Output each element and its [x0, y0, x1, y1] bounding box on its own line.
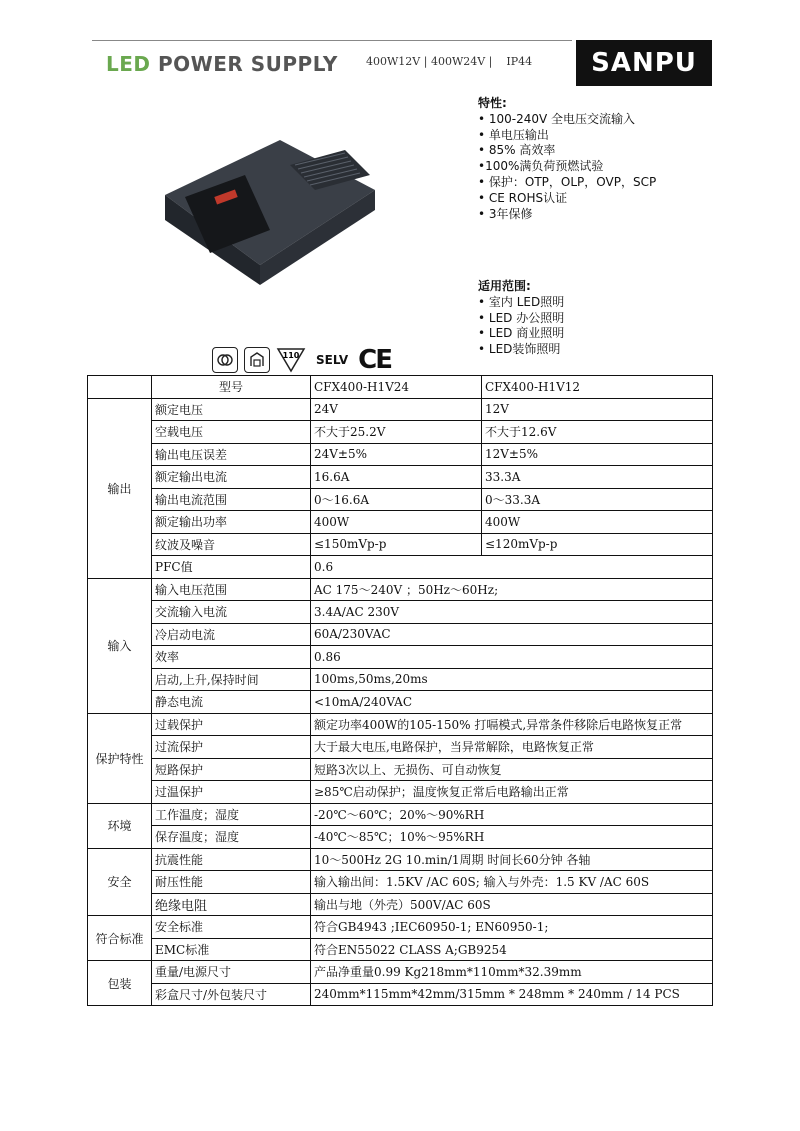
row-label: 过载保护	[152, 713, 311, 736]
row-label: 抗震性能	[152, 848, 311, 871]
row-value: 产品净重量0.99 Kg218mm*110mm*32.39mm	[311, 961, 713, 984]
category-cell: 保护特性	[88, 713, 152, 803]
row-label: 静态电流	[152, 691, 311, 714]
row-label: 保存温度；湿度	[152, 826, 311, 849]
transformer-icon	[212, 347, 238, 373]
row-label: 效率	[152, 646, 311, 669]
row-label: 短路保护	[152, 758, 311, 781]
row-label: 耐压性能	[152, 871, 311, 894]
row-label: PFC值	[152, 556, 311, 579]
row-label: 启动,上升,保持时间	[152, 668, 311, 691]
category-cell: 环境	[88, 803, 152, 848]
row-value: 24V	[311, 398, 482, 421]
row-value: 不大于25.2V	[311, 421, 482, 444]
row-value: 符合GB4943 ;IEC60950-1; EN60950-1;	[311, 916, 713, 939]
row-value: 16.6A	[311, 466, 482, 489]
ce-mark: CE	[358, 345, 391, 375]
row-label: 冷启动电流	[152, 623, 311, 646]
brand-prefix: LED	[106, 52, 151, 76]
row-label: 彩盒尺寸/外包装尺寸	[152, 983, 311, 1006]
row-value: 额定功率400W的105-150% 打嗝模式,异常条件移除后电路恢复正常	[311, 713, 713, 736]
table-row	[88, 646, 713, 669]
row-label: 安全标准	[152, 916, 311, 939]
row-value: 0～33.3A	[482, 488, 713, 511]
row-value: ≤150mVp-p	[311, 533, 482, 556]
table-row	[88, 421, 713, 444]
table-row	[88, 736, 713, 759]
category-cell: 包装	[88, 961, 152, 1006]
table-row	[88, 443, 713, 466]
table-row	[88, 488, 713, 511]
row-value: <10mA/240VAC	[311, 691, 713, 714]
header-label: 型号	[152, 376, 311, 399]
row-value: 0.86	[311, 646, 713, 669]
table-row	[88, 511, 713, 534]
table-row	[88, 398, 713, 421]
row-label: 额定输出电流	[152, 466, 311, 489]
table-row	[88, 601, 713, 624]
temperature-triangle-icon	[276, 347, 306, 373]
row-label: 重量/电源尺寸	[152, 961, 311, 984]
spec-table	[87, 375, 713, 1006]
row-value: ≤120mVp-p	[482, 533, 713, 556]
row-label: 输出电压误差	[152, 443, 311, 466]
list-item: • 室内 LED照明	[478, 294, 565, 309]
row-label: 工作温度；湿度	[152, 803, 311, 826]
list-item: • 单电压输出	[478, 127, 549, 142]
table-row	[88, 556, 713, 579]
row-value: 10～500Hz 2G 10.min/1周期 时间长60分钟 各轴	[311, 848, 713, 871]
certification-marks	[212, 345, 391, 375]
table-row	[88, 961, 713, 984]
table-row	[88, 623, 713, 646]
row-value: 输入输出间：1.5KV /AC 60S; 输入与外壳：1.5 KV /AC 60S	[311, 871, 713, 894]
row-value: 不大于12.6V	[482, 421, 713, 444]
list-item: • LED装饰照明	[478, 342, 561, 357]
row-label: 空载电压	[152, 421, 311, 444]
table-row	[88, 466, 713, 489]
table-row	[88, 916, 713, 939]
header-col2: CFX400-H1V12	[482, 376, 713, 399]
row-label: 额定电压	[152, 398, 311, 421]
row-label: 额定输出功率	[152, 511, 311, 534]
row-value: 12V±5%	[482, 443, 713, 466]
table-row	[88, 578, 713, 601]
list-item: • 85% 高效率	[478, 143, 556, 158]
row-value: 3.4A/AC 230V	[311, 601, 713, 624]
row-label: 纹波及噪音	[152, 533, 311, 556]
product-image	[160, 135, 380, 285]
row-value: 33.3A	[482, 466, 713, 489]
row-label: 过流保护	[152, 736, 311, 759]
applications-list	[478, 279, 564, 358]
model-list: 400W12V | 400W24V | IP44	[366, 55, 533, 68]
list-item: • LED 办公照明	[478, 310, 565, 325]
row-value: 12V	[482, 398, 713, 421]
row-value: 0.6	[311, 556, 713, 579]
indoor-use-icon	[244, 347, 270, 373]
applications-title: 适用范围:	[478, 279, 531, 293]
row-value: 400W	[311, 511, 482, 534]
row-label: 输入电压范围	[152, 578, 311, 601]
table-row	[88, 758, 713, 781]
row-label: 过温保护	[152, 781, 311, 804]
row-value: 24V±5%	[311, 443, 482, 466]
row-label: 绝缘电阻	[152, 893, 311, 916]
row-value: -20℃～60℃；20%～90%RH	[311, 803, 713, 826]
row-value: 0～16.6A	[311, 488, 482, 511]
list-item: • 100-240V 全电压交流输入	[478, 111, 636, 126]
category-cell: 符合标准	[88, 916, 152, 961]
list-item: • LED 商业照明	[478, 326, 565, 341]
header-col1: CFX400-H1V24	[311, 376, 482, 399]
features-list	[478, 96, 656, 222]
row-label: 输出电流范围	[152, 488, 311, 511]
table-row	[88, 668, 713, 691]
list-item: • 3年保修	[478, 206, 533, 221]
selv-mark: SELV	[316, 353, 349, 367]
row-value: 100ms,50ms,20ms	[311, 668, 713, 691]
table-row	[88, 938, 713, 961]
table-row	[88, 713, 713, 736]
table-header-row	[88, 376, 713, 399]
category-cell: 安全	[88, 848, 152, 916]
brand-title	[106, 52, 338, 76]
row-value: 大于最大电压,电路保护，当异常解除，电路恢复正常	[311, 736, 713, 759]
row-value: 400W	[482, 511, 713, 534]
list-item: • CE ROHS认证	[478, 190, 568, 205]
table-row	[88, 533, 713, 556]
features-title: 特性:	[478, 96, 507, 110]
table-row	[88, 893, 713, 916]
row-value: -40℃～85℃；10%～95%RH	[311, 826, 713, 849]
table-row	[88, 691, 713, 714]
table-row	[88, 871, 713, 894]
row-label: 交流输入电流	[152, 601, 311, 624]
row-value: 短路3次以上、无损伤、可自动恢复	[311, 758, 713, 781]
row-value: 符合EN55022 CLASS A;GB9254	[311, 938, 713, 961]
sanpu-logo: SANPU	[576, 40, 712, 86]
table-row	[88, 848, 713, 871]
voltage-mark: 110	[282, 351, 300, 360]
brand-suffix: POWER SUPPLY	[157, 52, 338, 76]
row-value: 240mm*115mm*42mm/315mm * 248mm * 240mm / 14 PCS	[311, 983, 713, 1006]
row-value: ≥85℃启动保护；温度恢复正常后电路输出正常	[311, 781, 713, 804]
list-item: • 保护：OTP，OLP，OVP，SCP	[478, 174, 657, 189]
category-cell: 输入	[88, 578, 152, 713]
row-value: 输出与地（外壳）500V/AC 60S	[311, 893, 713, 916]
row-value: 60A/230VAC	[311, 623, 713, 646]
row-value: AC 175～240V ；50Hz～60Hz;	[311, 578, 713, 601]
header-rule	[92, 40, 572, 41]
table-row	[88, 781, 713, 804]
row-label: EMC标准	[152, 938, 311, 961]
category-cell: 输出	[88, 398, 152, 578]
table-row	[88, 803, 713, 826]
list-item: •100%满负荷预燃试验	[478, 159, 604, 174]
table-row	[88, 826, 713, 849]
table-row	[88, 983, 713, 1006]
